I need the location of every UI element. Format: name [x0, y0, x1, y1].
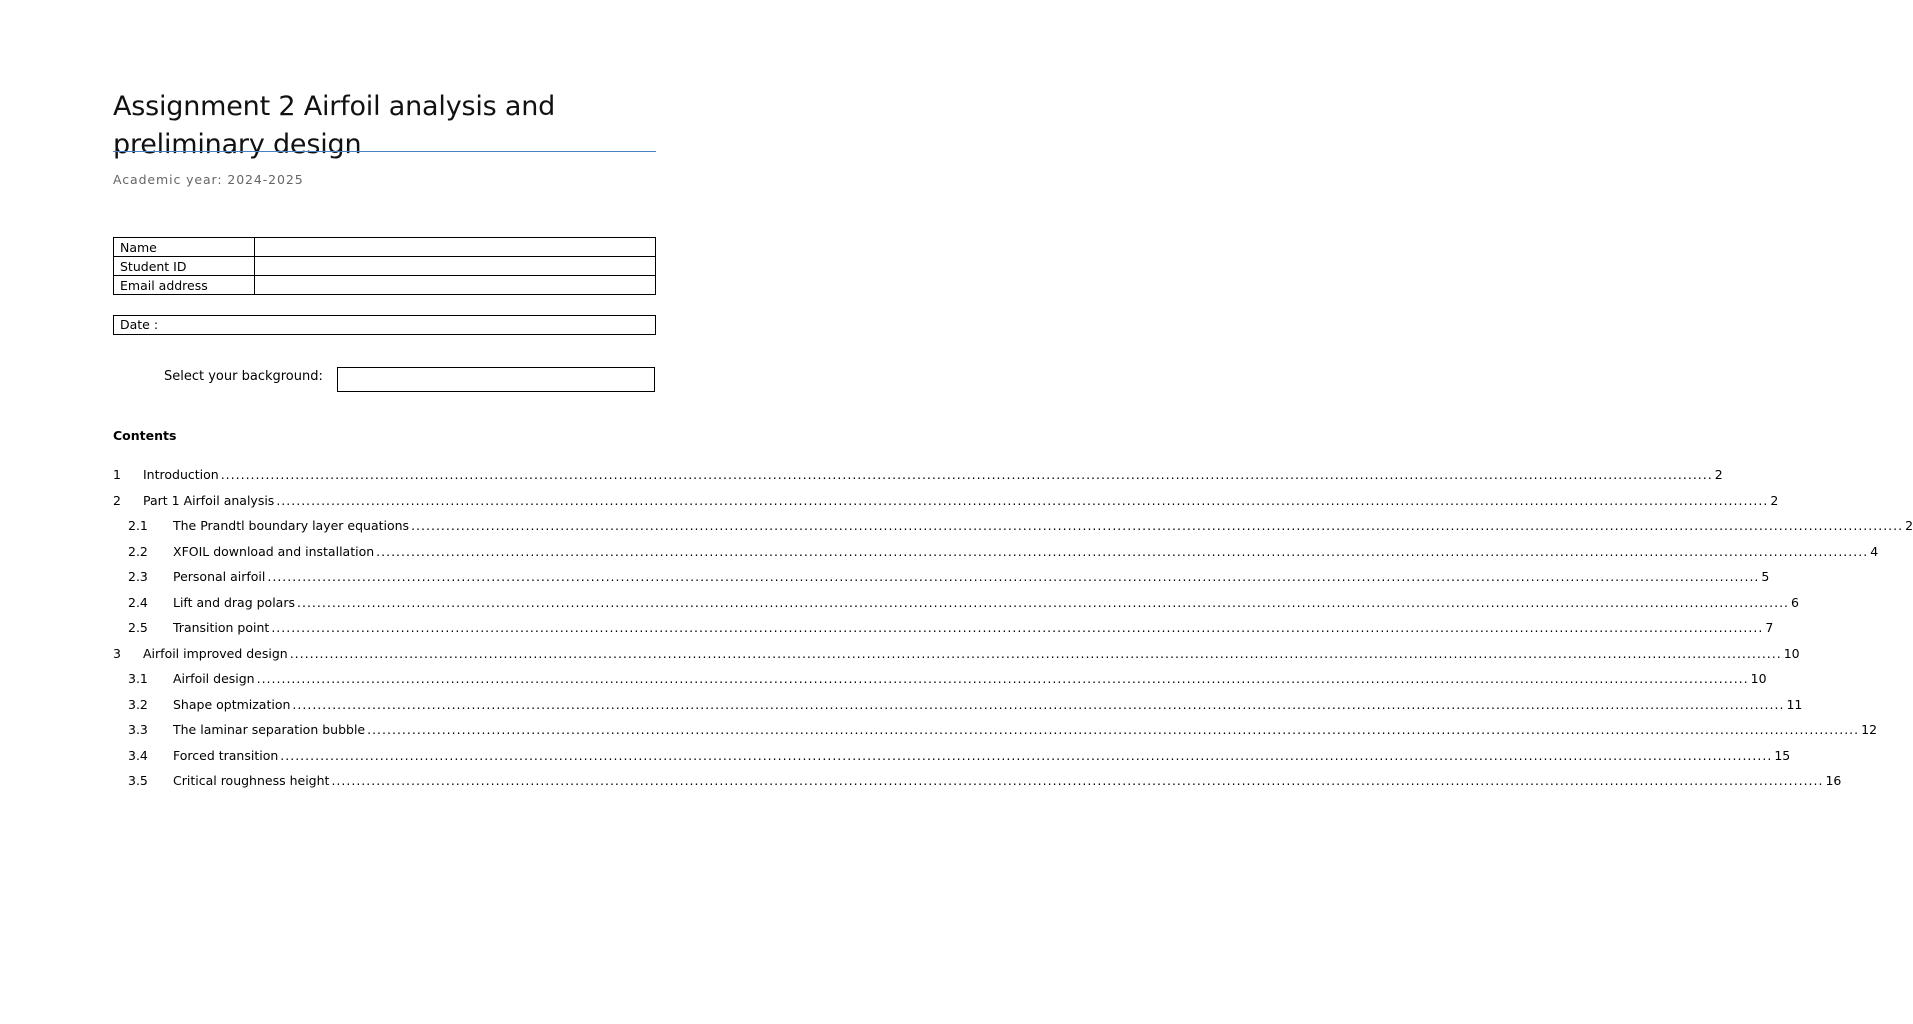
toc-dot-leader: ............................................................................................................................................................................................................................................................................................................ — [256, 671, 1749, 687]
toc-entry[interactable] — [113, 692, 1803, 718]
toc-entry-title: Part 1 Airfoil analysis — [143, 492, 275, 508]
toc-dot-leader: ............................................................................................................................................................................................................................................................................................................ — [280, 747, 1773, 763]
toc-entry-page: 2 — [1905, 518, 1913, 534]
toc-entry[interactable] — [113, 590, 1799, 616]
toc-entry-page: 10 — [1783, 645, 1800, 661]
toc-entry-page: 10 — [1750, 671, 1767, 687]
toc-dot-leader: ............................................................................................................................................................................................................................................................................................................ — [220, 467, 1713, 483]
toc-entry-page: 2 — [1714, 467, 1723, 483]
toc-entry-title: The Prandtl boundary layer equations — [173, 518, 410, 534]
toc-entry[interactable] — [113, 615, 1774, 641]
student-info-table — [113, 237, 656, 295]
toc-entry-page: 12 — [1861, 722, 1878, 738]
toc-entry[interactable] — [113, 641, 1800, 667]
toc-entry-number: 2 — [113, 492, 121, 508]
toc-entry-page: 5 — [1761, 569, 1770, 585]
table-row — [114, 276, 656, 295]
table-of-contents — [113, 462, 1913, 794]
toc-entry-number: 3.5 — [128, 773, 148, 789]
student-id-label: Student ID — [114, 257, 255, 276]
toc-entry[interactable] — [113, 743, 1791, 769]
name-label: Name — [114, 238, 255, 257]
contents-heading: Contents — [113, 428, 177, 443]
toc-entry-number: 3.1 — [128, 671, 148, 687]
toc-entry[interactable] — [113, 564, 1770, 590]
toc-dot-leader: ............................................................................................................................................................................................................................................................................................................ — [289, 645, 1782, 661]
toc-entry-number: 2.4 — [128, 594, 148, 610]
toc-entry-title: The laminar separation bubble — [173, 722, 366, 738]
toc-entry-page: 16 — [1825, 773, 1842, 789]
toc-entry-title: Lift and drag polars — [173, 594, 295, 610]
name-field[interactable] — [255, 238, 656, 257]
toc-entry-title: Airfoil improved design — [143, 645, 288, 661]
toc-entry[interactable] — [113, 717, 1878, 743]
toc-entry-number: 2.2 — [128, 543, 148, 559]
toc-entry-title: Shape optmization — [173, 696, 291, 712]
toc-entry-page: 2 — [1770, 492, 1779, 508]
student-id-field[interactable] — [255, 257, 656, 276]
toc-entry[interactable] — [113, 539, 1879, 565]
table-row — [114, 257, 656, 276]
toc-entry[interactable] — [113, 488, 1779, 514]
toc-entry[interactable] — [113, 513, 1913, 539]
background-label: Select your background: — [164, 369, 323, 384]
toc-dot-leader: ............................................................................................................................................................................................................................................................................................................ — [276, 492, 1769, 508]
toc-entry-title: XFOIL download and installation — [173, 543, 375, 559]
toc-entry-number: 2.1 — [128, 518, 148, 534]
email-address-label: Email address — [114, 276, 255, 295]
toc-entry-title: Personal airfoil — [173, 569, 266, 585]
toc-entry[interactable] — [113, 462, 1723, 488]
toc-dot-leader: ............................................................................................................................................................................................................................................................................................................ — [267, 569, 1760, 585]
toc-entry-number: 3.4 — [128, 747, 148, 763]
email-address-field[interactable] — [255, 276, 656, 295]
date-field[interactable] — [113, 315, 656, 335]
toc-entry-page: 11 — [1786, 696, 1803, 712]
toc-entry-number: 3.2 — [128, 696, 148, 712]
toc-entry-title: Airfoil design — [173, 671, 255, 687]
toc-entry-number: 2.5 — [128, 620, 148, 636]
toc-entry-page: 4 — [1870, 543, 1879, 559]
toc-entry-number: 3 — [113, 645, 121, 661]
toc-dot-leader: ............................................................................................................................................................................................................................................................................................................ — [297, 594, 1790, 610]
toc-dot-leader: ............................................................................................................................................................................................................................................................................................................ — [411, 518, 1904, 534]
toc-entry[interactable] — [113, 666, 1767, 692]
toc-entry-page: 6 — [1791, 594, 1799, 610]
toc-entry-page: 7 — [1765, 620, 1774, 636]
toc-dot-leader: ............................................................................................................................................................................................................................................................................................................ — [271, 620, 1764, 636]
toc-entry-title: Transition point — [173, 620, 270, 636]
toc-dot-leader: ............................................................................................................................................................................................................................................................................................................ — [367, 722, 1860, 738]
table-row — [114, 238, 656, 257]
academic-year-subtitle: Academic year: 2024-2025 — [113, 172, 304, 187]
toc-entry-title: Introduction — [143, 467, 219, 483]
toc-dot-leader: ............................................................................................................................................................................................................................................................................................................ — [292, 696, 1785, 712]
date-label: Date : — [120, 317, 159, 332]
toc-entry-title: Critical roughness height — [173, 773, 330, 789]
toc-entry-title: Forced transition — [173, 747, 279, 763]
toc-entry-page: 15 — [1774, 747, 1791, 763]
toc-entry-number: 1 — [113, 467, 121, 483]
toc-dot-leader: ............................................................................................................................................................................................................................................................................................................ — [331, 773, 1824, 789]
toc-dot-leader: ............................................................................................................................................................................................................................................................................................................ — [376, 543, 1869, 559]
document-title: Assignment 2 Airfoil analysis and preliminary design — [113, 91, 556, 161]
toc-entry-number: 2.3 — [128, 569, 148, 585]
toc-entry[interactable] — [113, 768, 1842, 794]
title-divider — [113, 151, 656, 152]
toc-entry-number: 3.3 — [128, 722, 148, 738]
background-select[interactable] — [337, 367, 655, 392]
